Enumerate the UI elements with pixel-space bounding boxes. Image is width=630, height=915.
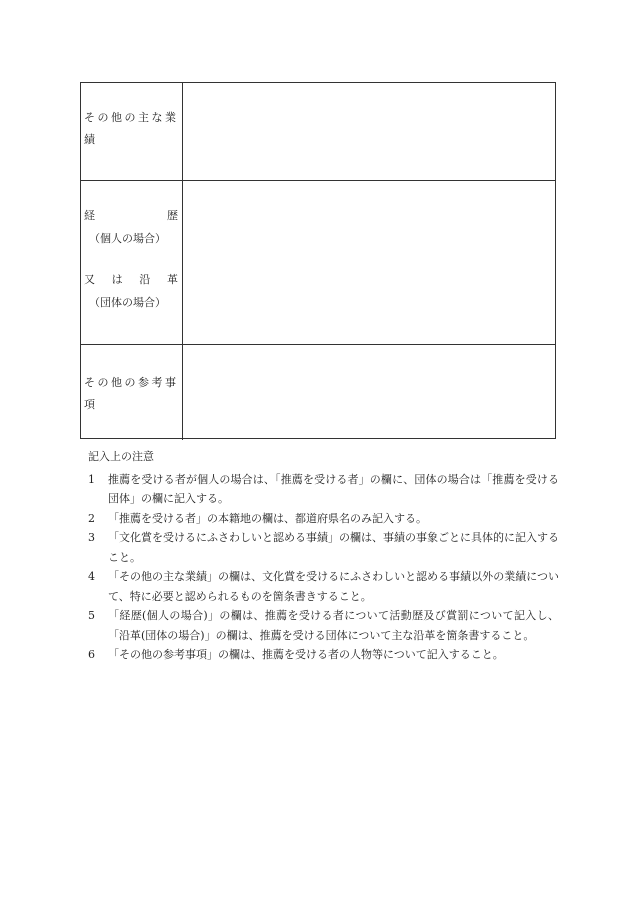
label-other-reference: その他の参考事項 (84, 376, 178, 411)
note-text: 「推薦を受ける者」の本籍地の欄は、都道府県名のみ記入する。 (108, 511, 427, 525)
filling-notes (84, 447, 559, 665)
table-row-other-achievements (81, 83, 555, 180)
note-text: 推薦を受ける者が個人の場合は、「推薦を受ける者」の欄に、団体の場合は「推薦を受ける団体」の欄に記入する。 (108, 472, 559, 505)
label-or-history-char-1: 又 (84, 273, 95, 286)
note-item (84, 509, 559, 529)
note-text: 「その他の参考事項」の欄は、推薦を受ける者の人物等について記入すること。 (108, 648, 504, 661)
note-item (84, 528, 559, 567)
table-row-other-reference (81, 344, 555, 440)
label-career-char-1: 経 (84, 209, 95, 222)
notes-title: 記入上の注意 (88, 450, 154, 463)
label-or-history-char-4: 革 (166, 273, 178, 286)
label-cell-other-reference (81, 345, 183, 440)
label-cell-career-history (81, 181, 183, 344)
label-career-char-2: 歴 (167, 209, 178, 222)
note-number: 2 (88, 511, 95, 525)
value-cell-career-history[interactable] (183, 181, 555, 344)
note-number: 6 (88, 648, 95, 661)
label-or-history-char-2: は (111, 273, 123, 286)
note-number: 5 (88, 609, 95, 622)
label-other-achievements: その他の主な業績 (84, 111, 178, 146)
value-cell-other-reference[interactable] (183, 345, 555, 440)
label-cell-other-achievements (81, 83, 183, 180)
note-text: 「その他の主な業績」の欄は、文化賞を受けるにふさわしいと認める事績以外の業績について、特に必要と認められるものを箇条書きすること。 (108, 570, 559, 603)
note-item (84, 645, 559, 665)
note-item (84, 606, 559, 645)
label-individual-case: （個人の場合） (89, 232, 166, 245)
label-organization-case: （団体の場合） (89, 296, 166, 309)
note-text: 「文化賞を受けるにふさわしいと認める事績」の欄は、事績の事象ごとに具体的に記入すること。 (108, 531, 559, 564)
form-table (80, 82, 556, 439)
label-or-history (84, 269, 178, 291)
label-or-history-char-3: 沿 (139, 273, 151, 286)
note-number: 3 (88, 531, 95, 544)
note-text: 「経歴(個人の場合)」の欄は、推薦を受ける者について活動歴及び賞罰について記入し、「沿革(団体の場合)」の欄は、推薦を受ける団体について主な沿革を箇条書すること。 (108, 609, 559, 642)
note-item (84, 567, 559, 606)
note-number: 1 (88, 472, 95, 486)
value-cell-other-achievements[interactable] (183, 83, 555, 180)
note-number: 4 (88, 570, 95, 583)
table-row-career-history (81, 180, 555, 344)
label-career (84, 205, 178, 227)
note-item (84, 470, 559, 509)
